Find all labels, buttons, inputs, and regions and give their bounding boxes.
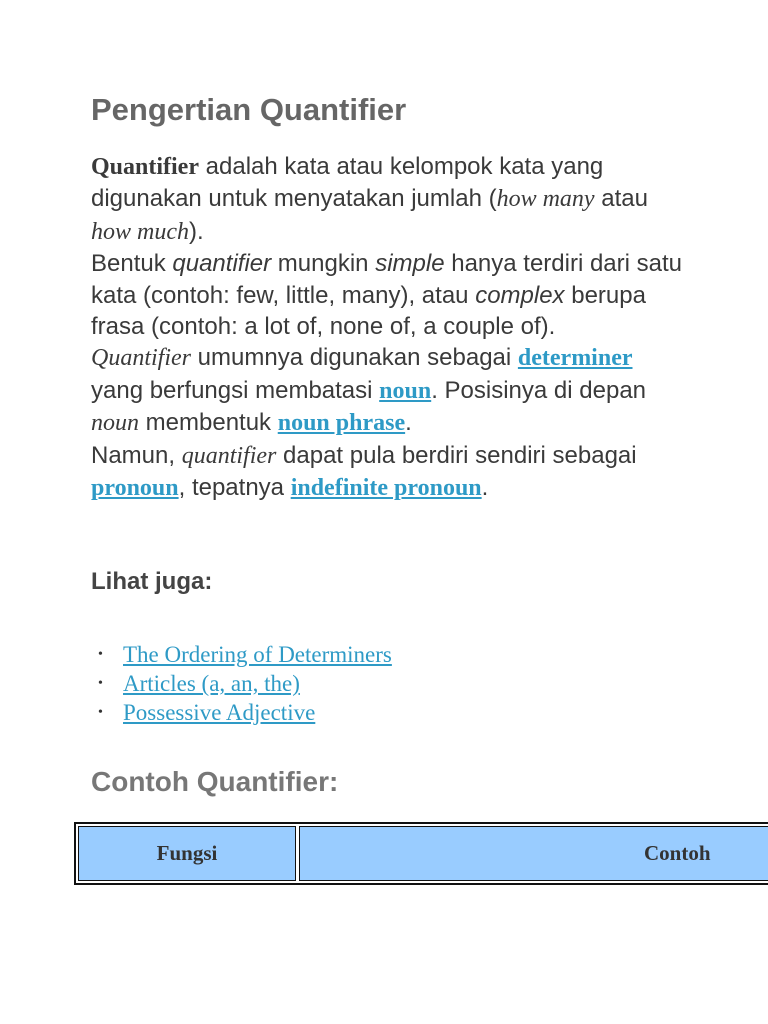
link-noun[interactable]: noun — [379, 377, 432, 404]
list-item — [98, 669, 392, 698]
examples-heading: Contoh Quantifier: — [91, 766, 339, 797]
text-segment: dapat pula berdiri sendiri sebagai — [276, 441, 637, 469]
text-segment: . — [481, 474, 489, 502]
text-segment: mungkin — [271, 250, 376, 278]
text-segment: hanya terdiri dari satu kata (contoh: few, little, many), atau — [91, 250, 683, 309]
bullet-icon: • — [98, 676, 103, 691]
text-segment: membentuk — [139, 409, 278, 437]
link-indefinite-pronoun[interactable]: indefinite pronoun — [290, 475, 482, 502]
term-quantifier-serif: quantifier — [181, 442, 277, 469]
term-noun: noun — [91, 410, 139, 437]
text-segment: umumnya digunakan sebagai — [191, 344, 518, 372]
table-header-contoh: Contoh — [299, 826, 768, 881]
term-quantifier-serif: Quantifier — [91, 345, 191, 372]
text-segment: Bentuk — [91, 250, 173, 278]
text-segment: berupa frasa (contoh: a lot of, none of, a couple of). — [91, 281, 646, 341]
table-header-fungsi: Fungsi — [78, 826, 296, 881]
term-how-many: how many — [496, 186, 595, 213]
link-determiner[interactable]: determiner — [517, 345, 633, 372]
text-segment: . — [405, 409, 412, 437]
bullet-icon: • — [98, 647, 103, 662]
link-possessive-adjective[interactable]: Possessive Adjective — [123, 700, 316, 725]
link-articles[interactable]: Articles (a, an, the) — [123, 671, 300, 696]
text-segment: , tepatnya — [178, 474, 291, 502]
list-item — [98, 698, 392, 727]
text-segment: Namun, — [91, 441, 182, 469]
see-also-list — [98, 640, 392, 727]
link-ordering-of-determiners[interactable]: The Ordering of Determiners — [123, 642, 392, 667]
text-segment: atau — [594, 185, 648, 213]
term-quantifier: Quantifier — [91, 154, 199, 180]
see-also-heading: Lihat juga: — [91, 568, 213, 595]
term-simple: simple — [375, 250, 445, 278]
text-segment: yang berfungsi membatasi — [91, 376, 380, 404]
list-item — [98, 640, 392, 669]
text-segment: adalah kata atau kelompok kata yang digunakan untuk menyatakan jumlah ( — [91, 153, 604, 213]
text-segment: ). — [189, 217, 204, 245]
bullet-icon: • — [98, 705, 103, 720]
examples-table — [74, 822, 768, 885]
term-quantifier-italic: quantifier — [172, 250, 272, 278]
link-noun-phrase[interactable]: noun phrase — [277, 410, 406, 437]
intro-paragraph — [91, 151, 691, 504]
link-pronoun[interactable]: pronoun — [91, 475, 179, 502]
term-how-much: how much — [91, 218, 189, 245]
text-segment: . Posisinya di depan — [431, 376, 647, 404]
term-complex: complex — [475, 281, 565, 309]
page-title: Pengertian Quantifier — [91, 92, 407, 127]
